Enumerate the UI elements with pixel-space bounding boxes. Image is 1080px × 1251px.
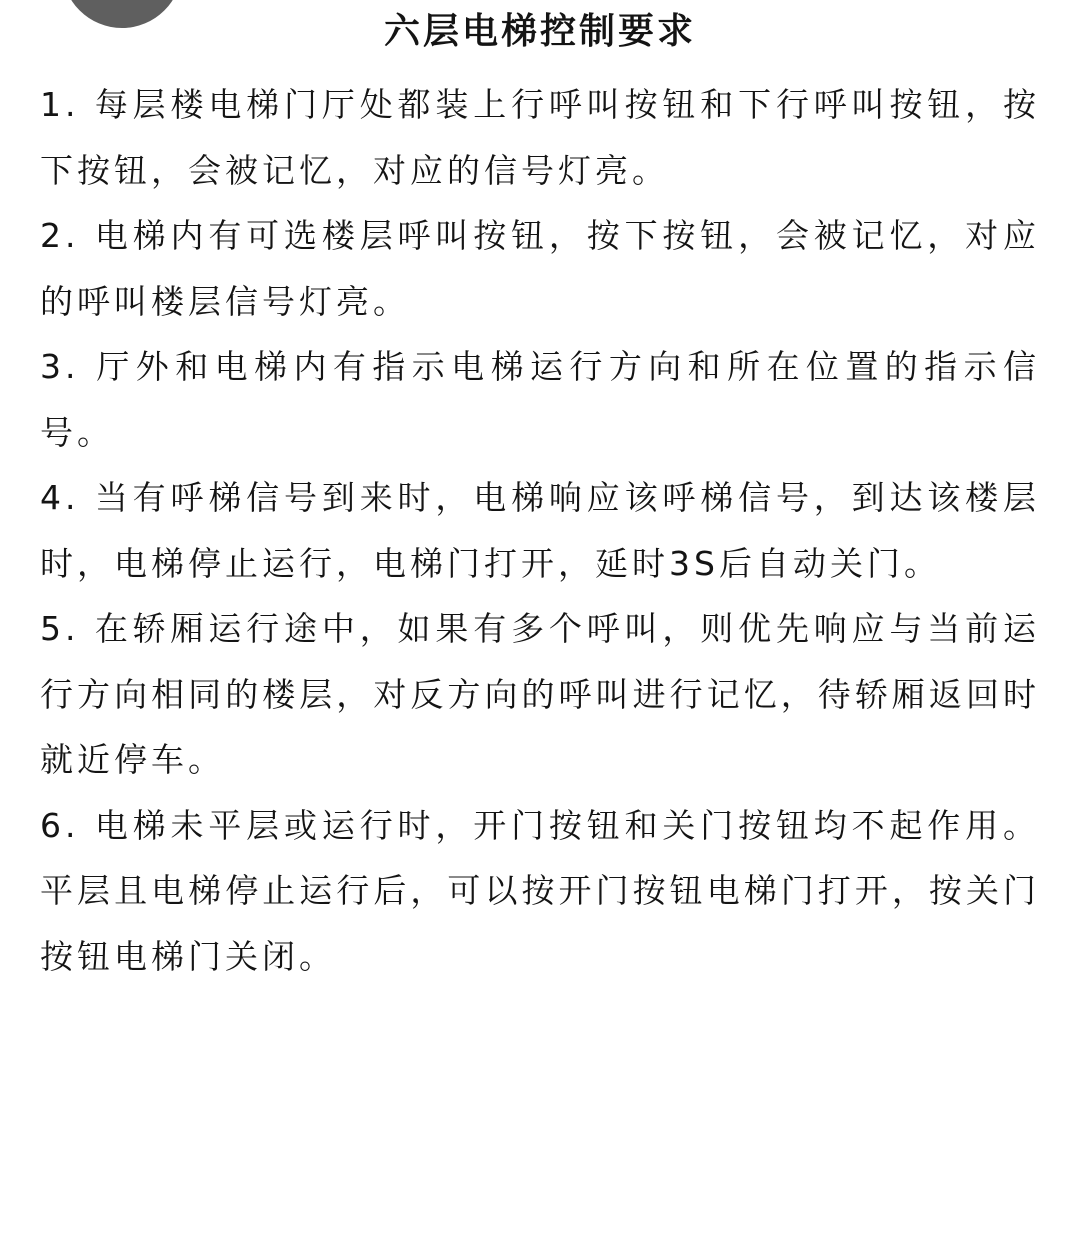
requirement-item-6: 6. 电梯未平层或运行时，开门按钮和关门按钮均不起作用。平层且电梯停止运行后，可以按开门按钮电梯门打开，按关门按钮电梯门关闭。 bbox=[40, 805, 1040, 976]
document bbox=[40, 0, 1040, 989]
requirement-item-1: 1. 每层楼电梯门厅处都装上行呼叫按钮和下行呼叫按钮，按下按钮，会被记忆，对应的信号灯亮。 bbox=[40, 85, 1040, 190]
requirement-item-3: 3. 厅外和电梯内有指示电梯运行方向和所在位置的指示信号。 bbox=[40, 347, 1040, 452]
requirement-item-2: 2. 电梯内有可选楼层呼叫按钮，按下按钮，会被记忆，对应的呼叫楼层信号灯亮。 bbox=[40, 216, 1040, 321]
document-title: 六层电梯控制要求 bbox=[383, 11, 696, 52]
requirements-list bbox=[40, 72, 1040, 989]
requirement-item-4: 4. 当有呼梯信号到来时，电梯响应该呼梯信号，到达该楼层时，电梯停止运行，电梯门打开，延时3S后自动关门。 bbox=[40, 478, 1040, 583]
requirement-item-5: 5. 在轿厢运行途中，如果有多个呼叫，则优先响应与当前运行方向相同的楼层，对反方向的呼叫进行记忆，待轿厢返回时就近停车。 bbox=[40, 609, 1040, 779]
